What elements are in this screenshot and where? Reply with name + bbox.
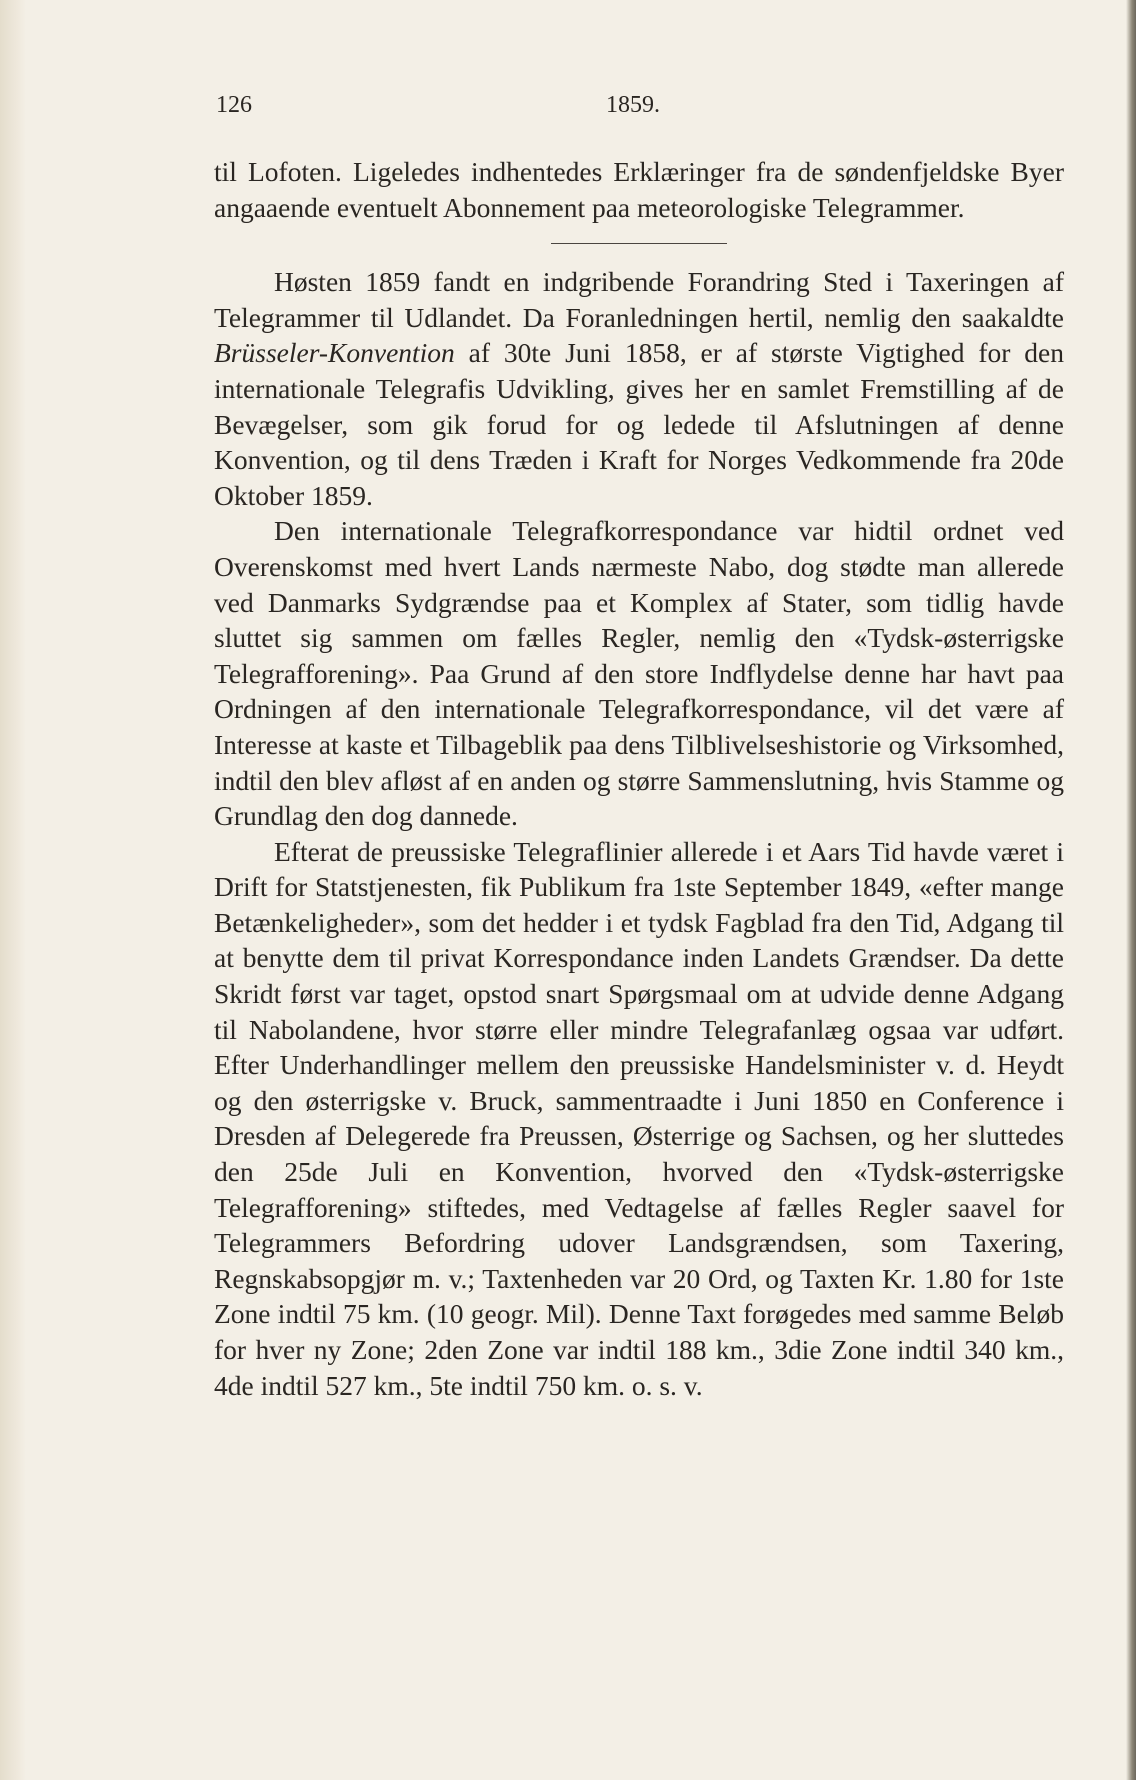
paragraph-2-text-a: Høsten 1859 fandt en indgribende Forandring Sted i Taxeringen af Telegrammer til Udlandet. Da Foranledningen hertil, nemlig den saakaldte (214, 266, 1064, 333)
running-head-year: 1859. (606, 92, 660, 118)
page-edge-shadow (1126, 0, 1136, 1780)
paragraph-1: til Lofoten. Ligeledes indhentedes Erklæringer fra de søndenfjeldske Byer angaaende eventuelt Abonnement paa meteorologiske Telegrammer. (214, 156, 1064, 223)
page-number: 126 (216, 92, 252, 118)
body-text (214, 154, 1064, 1403)
running-header (216, 92, 1064, 126)
paragraph-2 (214, 264, 1064, 513)
paragraph-3: Den internationale Telegrafkorrespondance var hidtil ordnet ved Overenskomst med hvert Lands nærmeste Nabo, dog stødte man allerede ved Danmarks Sydgrændse paa et Komplex af Stater, som tidlig havde sluttet sig sammen om fælles Regler, nemlig den «Tydsk-østerrigske Telegrafforening». Paa Grund af den store Indflydelse denne har havt paa Ordningen af den internationale Telegrafkorrespondance, vil det være af Interesse at kaste et Tilbageblik paa dens Tilblivelseshistorie og Virksomhed, indtil den blev afløst af en anden og større Sammenslutning, hvis Stamme og Grundlag den dog dannede. (214, 515, 1064, 832)
convention-name: Brüsseler-Konvention (214, 337, 455, 369)
paragraph-4: Efterat de preussiske Telegraflinier allerede i et Aars Tid havde været i Drift for Statstjenesten, fik Publikum fra 1ste September 1849, «efter mange Betænkeligheder», som det hedder i et tydsk Fagblad fra den Tid, Adgang til at benytte dem til privat Korrespondance inden Landets Grændser. Da dette Skridt først var taget, opstod snart Spørgsmaal om at udvide denne Adgang til Nabolandene, hvor større eller mindre Telegrafanlæg ogsaa var udført. Efter Underhandlinger mellem den preussiske Handelsminister v. d. Heydt og den østerrigske v. Bruck, sammentraadte i Juni 1850 en Conference i Dresden af Delegerede fra Preussen, Østerrige og Sachsen, og her sluttedes den 25de Juli en Konvention, hvorved den «Tydsk-østerrigske Telegrafforening» stiftedes, med Vedtagelse af fælles Regler saavel for Telegrammers Befordring udover Landsgrændsen, som Taxering, Regnskabsopgjør m. v.; Taxtenheden var 20 Ord, og Taxten Kr. 1.80 for 1ste Zone indtil 75 km. (10 geogr. Mil). Denne Taxt forøgedes med samme Beløb for hver ny Zone; 2den Zone var indtil 188 km., 3die Zone indtil 340 km., 4de indtil 527 km., 5te indtil 750 km. o. s. v. (214, 835, 1064, 1401)
page-gutter-shadow (0, 0, 26, 1780)
section-divider (551, 243, 727, 244)
paragraph-2-text-b: af 30te Juni 1858, er af største Vigtighed for den internationale Telegrafis Udvikling, gives her en samlet Fremstilling af de Bevægelser, som gik forud for og ledede til Afslutningen af denne Konvention, og til dens Træden i Kraft for Norges Vedkommende fra 20de Oktober 1859. (214, 337, 1064, 511)
